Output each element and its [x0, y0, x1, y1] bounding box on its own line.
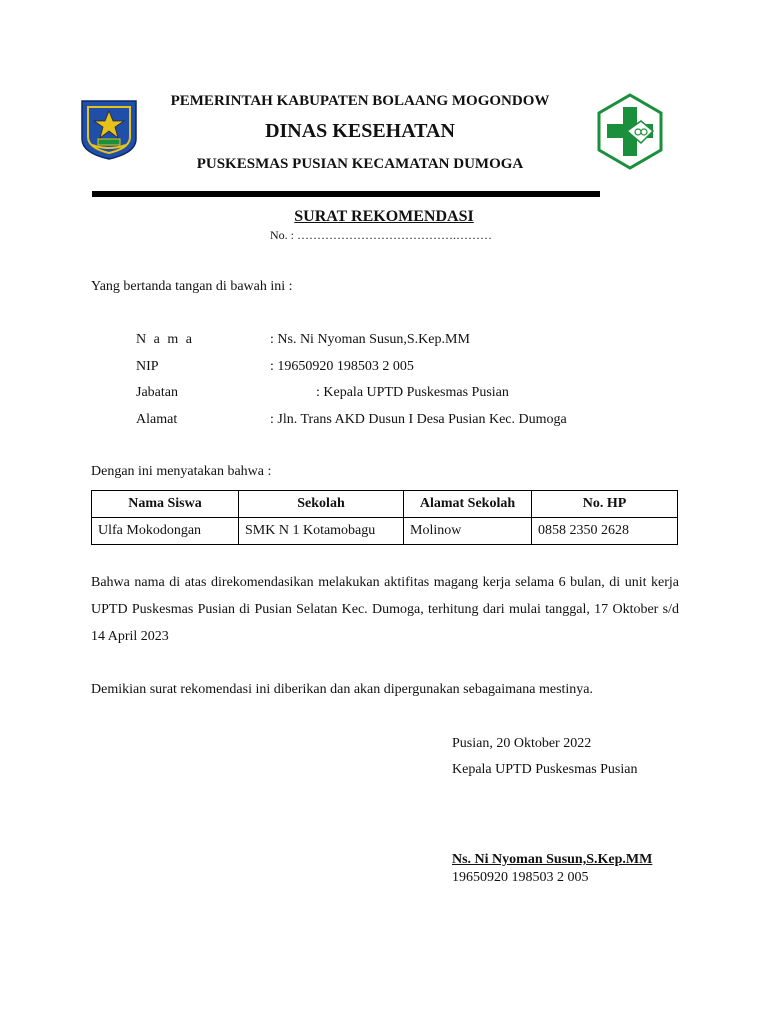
table-cell: 0858 2350 2628 [532, 518, 678, 545]
header-government: PEMERINTAH KABUPATEN BOLAANG MOGONDOW [170, 93, 550, 109]
field-label-nip: NIP [136, 359, 159, 374]
table-header: Sekolah [239, 491, 404, 518]
closing-text: Demikian surat rekomendasi ini diberikan dan akan dipergunakan sebagaimana mestinya. [91, 682, 594, 697]
field-label-name: N a m a [136, 332, 194, 347]
intro-text: Yang bertanda tangan di bawah ini : [91, 279, 293, 294]
field-value-address: : Jln. Trans AKD Dusun I Desa Pusian Kec. Dumoga [270, 412, 567, 427]
student-table [91, 490, 678, 545]
signature-name: Ns. Ni Nyoman Susun,S.Kep.MM [452, 852, 653, 867]
signature-nip: 19650920 198503 2 005 [452, 870, 589, 885]
header-divider [92, 191, 600, 197]
body-paragraph: Bahwa nama di atas direkomendasikan melakukan aktifitas magang kerja selama 6 bulan, di unit kerja UPTD Puskesmas Pusian di Pusian Selatan Kec. Dumoga, terhitung dari mulai tanggal, 17 Oktober s/d 14 April 2023 [91, 575, 679, 644]
table-row [92, 518, 678, 545]
table-cell: SMK N 1 Kotamobagu [239, 518, 404, 545]
table-header: Nama Siswa [92, 491, 239, 518]
letter-number: No. : ………………………………….……… [270, 228, 492, 242]
table-header: No. HP [532, 491, 678, 518]
signature-place-date: Pusian, 20 Oktober 2022 [452, 736, 592, 751]
field-label-address: Alamat [136, 412, 178, 427]
field-value-nip: : 19650920 198503 2 005 [270, 359, 414, 374]
table-header-row [92, 491, 678, 518]
table-cell: Ulfa Mokodongan [92, 518, 239, 545]
table-cell: Molinow [404, 518, 532, 545]
field-value-name: : Ns. Ni Nyoman Susun,S.Kep.MM [270, 332, 470, 347]
header-department: DINAS KESEHATAN [265, 120, 455, 142]
letter-title: SURAT REKOMENDASI [294, 208, 474, 225]
statement-text: Dengan ini menyatakan bahwa : [91, 464, 272, 479]
table-header: Alamat Sekolah [404, 491, 532, 518]
header-puskesmas: PUSKESMAS PUSIAN KECAMATAN DUMOGA [196, 156, 524, 172]
field-value-position: : Kepala UPTD Puskesmas Pusian [316, 385, 509, 400]
signature-position: Kepala UPTD Puskesmas Pusian [452, 762, 638, 777]
field-label-position: Jabatan [136, 385, 178, 400]
